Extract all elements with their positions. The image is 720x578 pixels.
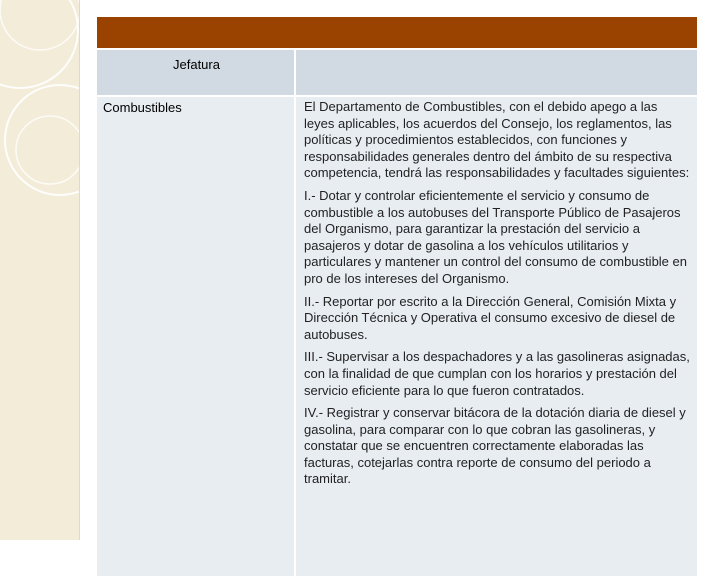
paragraph-item-1: I.- Dotar y controlar eficientemente el servicio y consumo de combustible a los autobuses del Transporte Público de Pasajeros del Organismo, para garantizar la prestación del servicio a pasajeros y dotar de gasolina a los vehículos utilitarios y particulares y mantener un control del consumo de combustible en pro de los intereses del Organismo.: [304, 187, 687, 286]
header-empty-cell: [296, 50, 697, 95]
table-row: [97, 97, 697, 578]
paragraph-item-4: IV.- Registrar y conservar bitácora de la dotación diaria de diesel y gasolina, para comparar con lo que cobran las gasolineras, y constatar que se encuentren correctamente elaboradas las facturas, cotejarlas contra reporte de consumo del periodo a tramitar.: [304, 405, 686, 487]
decorative-side-panel: [0, 0, 80, 540]
decorative-circles-graphic: [0, 0, 79, 540]
paragraph-item-3: III.- Supervisar a los despachadores y a las gasolineras asignadas, con la finalidad de que cumplan con los horarios y prestación del servicio eficiente para lo que fueron contratados.: [304, 349, 690, 398]
row-label-combustibles: Combustibles: [97, 97, 296, 576]
paragraph-intro: El Departamento de Combustibles, con el debido apego a las leyes aplicables, los acuerdos del Consejo, los reglamentos, las políticas y procedimientos establecidos, con funciones y responsabilidades generales dentro del ámbito de su respectiva competencia, tendrá las responsabilidades y facultades siguientes:: [304, 99, 690, 181]
table-header-bar: [97, 17, 697, 50]
header-jefatura: Jefatura: [97, 50, 296, 95]
paragraph-item-2: II.- Reportar por escrito a la Dirección General, Comisión Mixta y Dirección Técnica y Operativa el consumo excesivo de diesel de autobuses.: [304, 293, 677, 342]
responsibilities-table: [97, 17, 697, 578]
responsibilities-text-cell: [296, 97, 697, 576]
table-header-row: [97, 50, 697, 97]
